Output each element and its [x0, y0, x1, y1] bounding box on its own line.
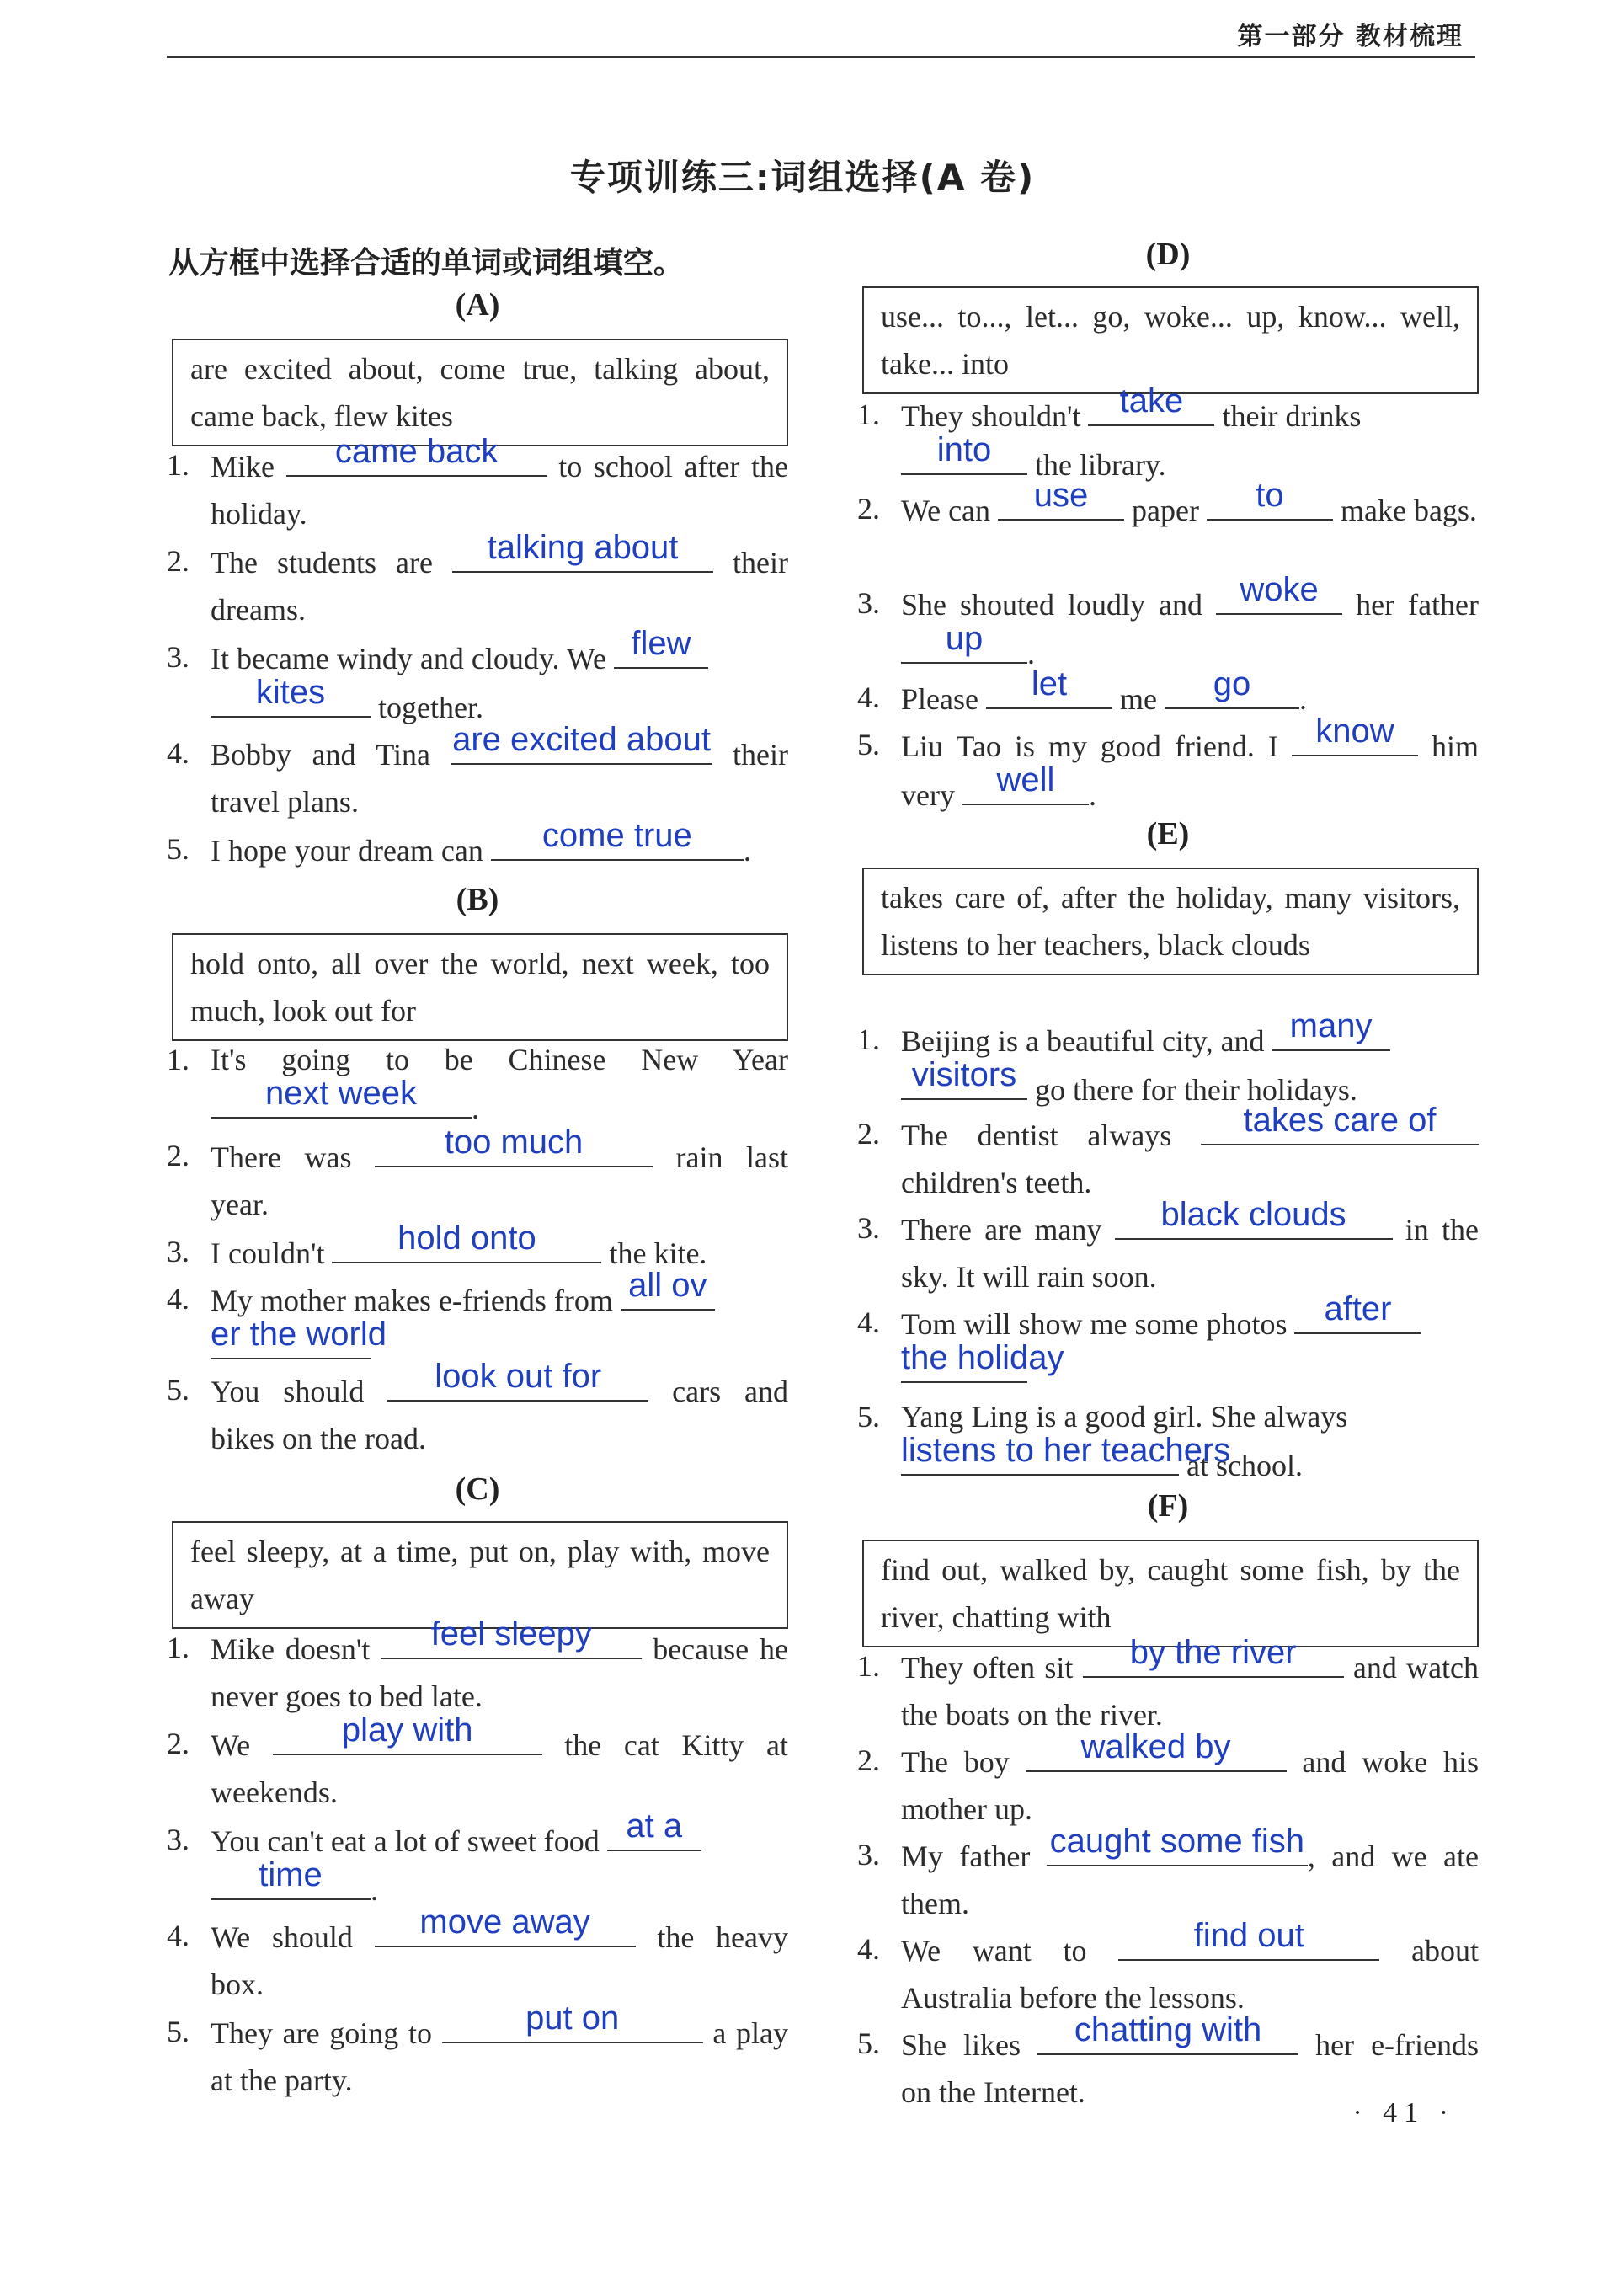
b-item-2: 2. There was too much rain last year.: [167, 1124, 789, 1221]
answer-blank[interactable]: take: [1088, 391, 1214, 426]
answer-blank[interactable]: are excited about: [451, 729, 712, 765]
a-item-2: 2. The students are talking about their dreams.: [167, 529, 789, 627]
answer-blank[interactable]: to: [1207, 485, 1333, 521]
answer-blank[interactable]: time: [211, 1865, 371, 1900]
answer-blank[interactable]: takes care of: [1201, 1110, 1479, 1145]
answer-blank[interactable]: visitors: [901, 1065, 1027, 1100]
answer-blank[interactable]: up: [901, 628, 1027, 664]
instruction: 从方框中选择合适的单词或词组填空。: [168, 246, 685, 280]
section-d-label: (D): [1145, 237, 1191, 272]
e-item-4: 4. Tom will show me some photos after the holiday: [857, 1299, 1479, 1396]
answer-blank[interactable]: find out: [1118, 1925, 1379, 1961]
answer-blank[interactable]: kites: [211, 682, 371, 718]
f-item-1: 1. They often sit by the river and watch the boats on the river.: [857, 1634, 1480, 1732]
answer-blank[interactable]: many: [1272, 1016, 1390, 1051]
answer-blank[interactable]: next week: [211, 1083, 472, 1119]
answer-blank[interactable]: caught some fish: [1047, 1831, 1308, 1866]
answer-blank[interactable]: well: [962, 770, 1089, 805]
answer-blank[interactable]: by the river: [1083, 1642, 1344, 1678]
c-item-2: 2. We play with the cat Kitty at weekends.: [167, 1711, 789, 1809]
a-item-4: 4. Bobby and Tina are excited about their travel plans.: [167, 721, 789, 819]
c-item-5: 5. They are going to put on a play at the party.: [167, 2000, 789, 2097]
answer-blank[interactable]: use: [998, 485, 1124, 521]
answer-blank[interactable]: er the world: [211, 1324, 371, 1359]
answer-blank[interactable]: into: [901, 440, 1027, 475]
c-item-3: 3. You can't eat a lot of sweet food at a time .: [167, 1816, 788, 1914]
f-item-3: 3. My father caught some fish , and we ate them.: [857, 1823, 1480, 1920]
answer-blank[interactable]: flew: [614, 633, 708, 669]
section-d-word-box: use... to..., let... go, woke... up, know... well, take... into: [862, 286, 1479, 394]
header-divider: [167, 56, 1475, 58]
e-item-2: 2. The dentist always takes care of children's teeth.: [857, 1110, 1479, 1206]
section-e-word-box: takes care of, after the holiday, many visitors, listens to her teachers, black clouds: [862, 868, 1479, 975]
page-number: · 41 ·: [1352, 2097, 1455, 2128]
c-item-1: 1. Mike doesn't feel sleepy because he never goes to bed late.: [167, 1615, 788, 1713]
b-item-3: 3. I couldn't hold onto the kite.: [167, 1220, 707, 1270]
section-f-label: (F): [1147, 1488, 1189, 1524]
answer-blank[interactable]: look out for: [387, 1366, 648, 1402]
a-item-5: 5. I hope your dream can come true .: [167, 817, 751, 868]
f-item-4: 4. We want to find out about Australia before the lessons.: [857, 1917, 1480, 2015]
answer-blank[interactable]: listens to her teachers: [901, 1440, 1179, 1476]
section-e-label: (E): [1146, 816, 1190, 852]
e-item-3: 3. There are many black clouds in the sky. It will rain soon.: [857, 1196, 1480, 1294]
answer-blank[interactable]: chatting with: [1037, 2020, 1298, 2055]
d-item-3: 3. She shouted loudly and woke her father up .: [857, 571, 1480, 670]
c-item-4: 4. We should move away the heavy box.: [167, 1904, 789, 2001]
section-a-word-box: are excited about, come true, talking about, came back, flew kites: [172, 339, 788, 446]
answer-blank[interactable]: put on: [442, 2008, 703, 2043]
e-item-5: 5. Yang Ling is a good girl. She always listens to her teachers at school.: [857, 1400, 1348, 1482]
answer-blank[interactable]: came back: [286, 441, 547, 477]
answer-blank[interactable]: too much: [375, 1132, 653, 1167]
d-item-4: 4. Please let me go .: [857, 665, 1307, 716]
b-item-1: 1. It's going to be Chinese New Year next week .: [167, 1043, 788, 1125]
answer-blank[interactable]: feel sleepy: [381, 1624, 642, 1659]
answer-blank[interactable]: walked by: [1026, 1737, 1287, 1772]
d-item-1: 1. They shouldn't take their drinks into the library.: [857, 382, 1362, 482]
section-a-label: (A): [455, 287, 500, 323]
e-item-1: 1. Beijing is a beautiful city, and many visitors go there for their holidays.: [857, 1016, 1479, 1113]
a-item-3: 3. It became windy and cloudy. We flew kites together.: [167, 633, 788, 731]
page-title: 专项训练三:词组选择(A 卷): [569, 157, 1036, 198]
section-b-word-box: hold onto, all over the world, next week, too much, look out for: [172, 933, 788, 1041]
b-item-5: 5. You should look out for cars and bikes on the road.: [167, 1358, 789, 1455]
answer-blank[interactable]: woke: [1216, 579, 1342, 615]
section-c-word-box: feel sleepy, at a time, put on, play with, move away: [172, 1521, 788, 1629]
answer-blank[interactable]: come true: [491, 825, 744, 861]
section-c-label: (C): [455, 1471, 500, 1507]
section-f-word-box: find out, walked by, caught some fish, by the river, chatting with: [862, 1540, 1479, 1647]
d-item-2: 2. We can use paper to make bags.: [857, 477, 1477, 527]
answer-blank[interactable]: talking about: [452, 537, 713, 573]
answer-blank[interactable]: go: [1165, 674, 1299, 709]
answer-blank[interactable]: after: [1294, 1299, 1421, 1334]
answer-blank[interactable]: at a: [607, 1816, 701, 1851]
answer-blank[interactable]: know: [1292, 721, 1418, 756]
answer-blank[interactable]: black clouds: [1115, 1204, 1393, 1240]
answer-blank[interactable]: hold onto: [332, 1228, 601, 1263]
answer-blank[interactable]: the holiday: [901, 1348, 1027, 1383]
section-b-label: (B): [456, 882, 499, 917]
answer-blank[interactable]: let: [986, 674, 1112, 709]
answer-blank[interactable]: all ov: [621, 1275, 715, 1311]
header-section-title: 第一部分 教材梳理: [1237, 22, 1464, 51]
answer-blank[interactable]: move away: [375, 1912, 636, 1947]
d-item-5: 5. Liu Tao is my good friend. I know him very well .: [857, 713, 1479, 812]
b-item-4: 4. My mother makes e-friends from all ov er the world: [167, 1275, 788, 1373]
answer-blank[interactable]: play with: [273, 1720, 542, 1755]
f-item-2: 2. The boy walked by and woke his mother up.: [857, 1728, 1479, 1826]
a-item-1: 1. Mike came back to school after the holiday.: [167, 433, 789, 531]
f-item-5: 5. She likes chatting with her e-friends on the Internet.: [857, 2011, 1480, 2109]
